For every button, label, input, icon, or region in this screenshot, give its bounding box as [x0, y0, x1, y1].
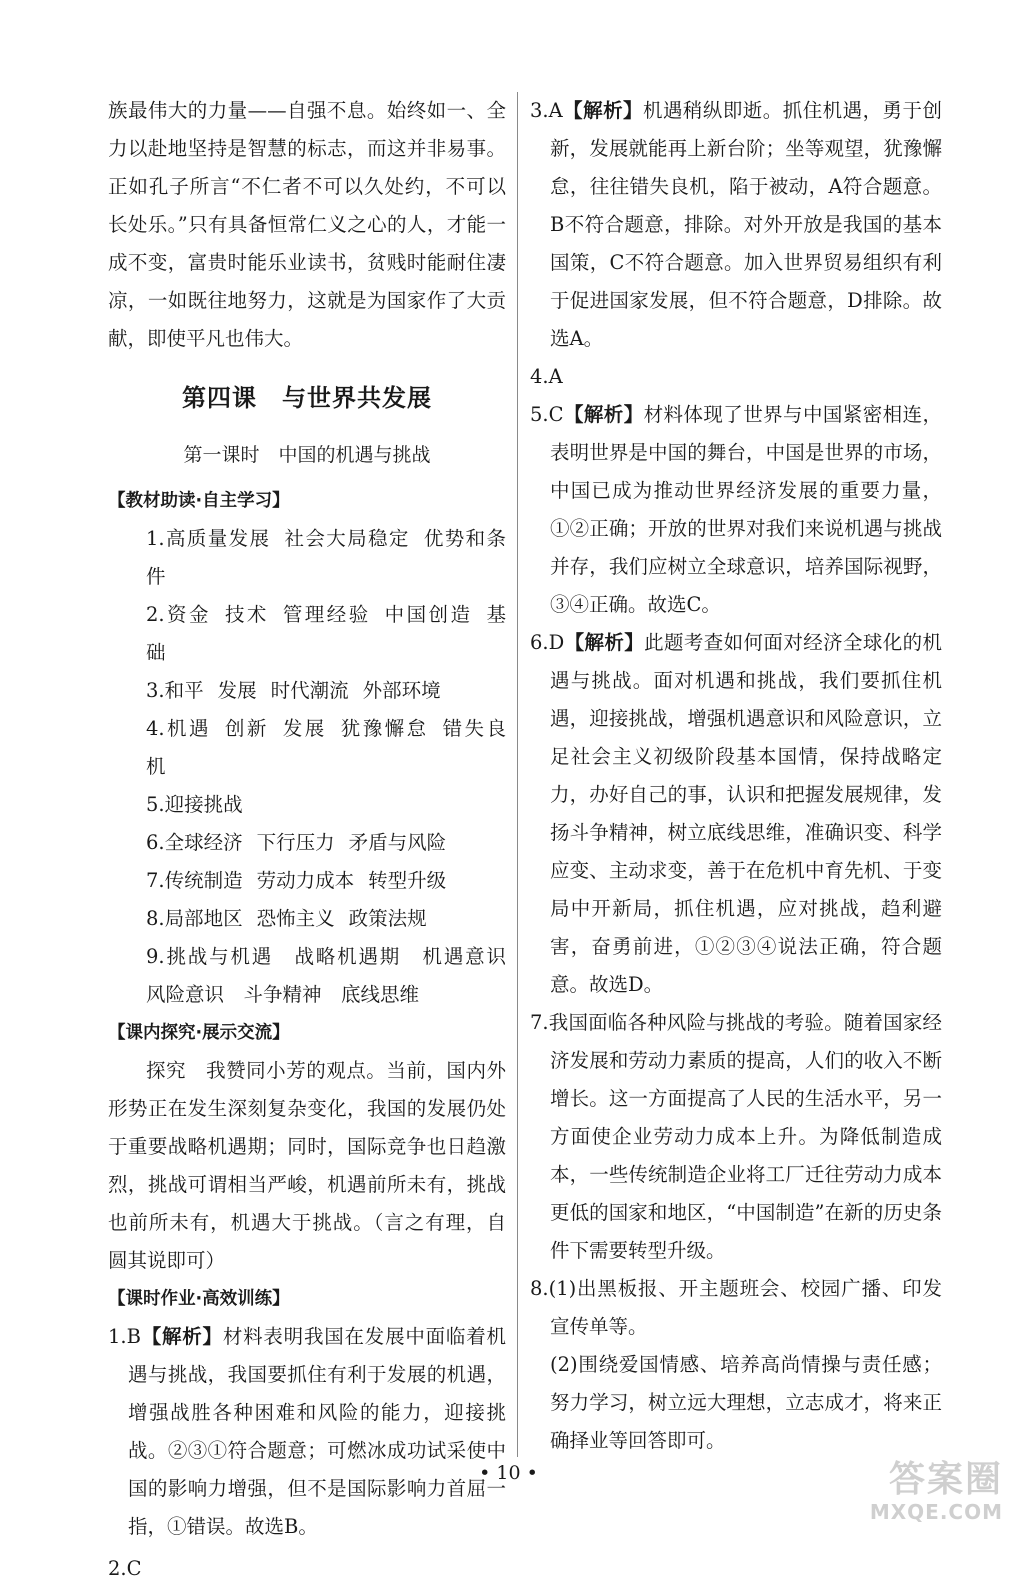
- answer-term: 错失良机: [146, 717, 506, 778]
- answer-term: 时代潮流: [270, 679, 349, 702]
- answer-item-4: [108, 710, 506, 786]
- answer-term: 政策法规: [348, 907, 427, 930]
- answer-term: 发展: [217, 679, 257, 702]
- answer-list: [108, 520, 506, 938]
- answer-term: 犹豫懈怠: [340, 717, 429, 740]
- question-7: 7.我国面临各种风险与挑战的考验。随着国家经济发展和劳动力素质的提高，人们的收入不断增长。这一方面提高了人民的生活水平，另一方面使企业劳动力成本上升。为降低制造成本，一些传统制造企业将工厂迁往劳动力成本更低的国家和地区，“中国制造”在新的历史条件下需要转型升级。: [530, 1011, 942, 1262]
- answer-item-5: [108, 786, 506, 824]
- q3-analysis-tag: 【解析】: [562, 99, 643, 122]
- answer-term: 社会大局稳定: [284, 527, 410, 550]
- question-3: [530, 92, 942, 358]
- answer-term: 中国创造: [384, 603, 473, 626]
- watermark-url: MXQE.COM: [869, 1500, 1003, 1524]
- q3-text: 机遇稍纵即逝。抓住机遇，勇于创新，发展就能再上新台阶；坐等观望，犹豫懈怠，往往错失良机，陷于被动，A符合题意。B不符合题意，排除。对外开放是我国的基本国策，C不符合题意。加入世界贸易组织有利于促进国家发展，但不符合题意，D排除。故选A。: [550, 99, 942, 350]
- answer-term: 矛盾与风险: [348, 831, 447, 854]
- section-heading-explore: 【课内探究·展示交流】: [108, 1023, 290, 1043]
- answer-term: 3.和平: [146, 679, 204, 702]
- answer-term: 6.全球经济: [146, 831, 243, 854]
- q6-prefix: 6.D: [530, 631, 565, 654]
- question-8-part-1: 8.(1)出黑板报、开主题班会、校园广播、印发宣传单等。: [530, 1277, 942, 1338]
- explore-label: 探究: [146, 1059, 187, 1082]
- question-5: [530, 396, 942, 624]
- answer-term: 4.机遇: [146, 717, 211, 740]
- watermark: [833, 1460, 1003, 1528]
- watermark-logo: 答案圈: [888, 1459, 1003, 1500]
- answer-term: 1.高质量发展: [146, 527, 271, 550]
- answer-term: 优势和条件: [146, 527, 506, 588]
- answer-term: 技术: [224, 603, 269, 626]
- section-heading-homework: 【课时作业·高效训练】: [108, 1289, 290, 1309]
- q6-analysis-tag: 【解析】: [564, 631, 645, 654]
- answer-term: 管理经验: [282, 603, 371, 626]
- answer-term: 7.传统制造: [146, 869, 243, 892]
- answer-term: 转型升级: [368, 869, 447, 892]
- lesson-subtitle: 第一课时 中国的机遇与挑战: [183, 444, 431, 466]
- intro-paragraph: 族最伟大的力量——自强不息。始终如一、全力以赴地坚持是智慧的标志，而这并非易事。正如孔子所言“不仁者不可以久处约，不可以长处乐。”只有具备恒常仁义之心的人，才能一成不变，富贵时能乐业读书，贫贱时能耐住凄凉，一如既往地努力，这就是为国家作了大贡献，即使平凡也伟大。: [108, 99, 506, 350]
- q1-analysis-tag: 【解析】: [140, 1325, 223, 1348]
- section-heading-study: 【教材助读·自主学习】: [108, 491, 290, 511]
- q1-text: 材料表明我国在发展中面临着机遇与挑战，我国要抓住有利于发展的机遇，增强战胜各种困难和风险的能力，迎接挑战。②③①符合题意；可燃冰成功试采使中国的影响力增强，但不是国际影响力首屈一指，①错误。故选B。: [128, 1325, 506, 1538]
- q5-text: 材料体现了世界与中国紧密相连，表明世界是中国的舞台，中国是世界的市场，中国已成为推动世界经济发展的重要力量，①②正确；开放的世界对我们来说机遇与挑战并存，我们应树立全球意识，培养国际视野，③④正确。故选C。: [550, 403, 942, 616]
- answer-term: 外部环境: [362, 679, 441, 702]
- answer-term: 基础: [146, 603, 506, 664]
- answer-9-text: 9.挑战与机遇 战略机遇期 机遇意识 风险意识 斗争精神 底线思维: [146, 945, 526, 1006]
- right-column: [530, 92, 942, 1460]
- answer-term: 创新: [224, 717, 269, 740]
- question-6: [530, 624, 942, 1004]
- q1-prefix: 1.B: [108, 1325, 141, 1348]
- answer-term: 下行压力: [256, 831, 335, 854]
- answer-item-9: [108, 938, 526, 1014]
- answer-item-1: [108, 520, 506, 596]
- explore-text: 我赞同小芳的观点。当前，国内外形势正在发生深刻复杂变化，我国的发展仍处于重要战略机遇期；同时，国际竞争也日趋激烈，挑战可谓相当严峻，机遇前所未有，挑战也前所未有，机遇大于挑战。（言之有理，自圆其说即可）: [108, 1059, 506, 1272]
- question-2: 2.C: [108, 1557, 142, 1580]
- q6-text: 此题考查如何面对经济全球化的机遇与挑战。面对机遇和挑战，我们要抓住机遇，迎接挑战，增强机遇意识和风险意识，立足社会主义初级阶段基本国情，保持战略定力，办好自己的事，认识和把握发展规律，发扬斗争精神，树立底线思维，准确识变、科学应变、主动求变，善于在危机中育先机、于变局中开新局，抓住机遇，应对挑战，趋利避害，奋勇前进，①②③④说法正确，符合题意。故选D。: [550, 631, 942, 996]
- lesson-title: 第四课 与世界共发展: [182, 384, 432, 412]
- answer-term: 2.资金: [146, 603, 211, 626]
- answer-term: 恐怖主义: [256, 907, 335, 930]
- q5-analysis-tag: 【解析】: [563, 403, 644, 426]
- question-4: 4.A: [530, 365, 563, 388]
- answer-term: 8.局部地区: [146, 907, 243, 930]
- question-8-part-2: (2)围绕爱国情感、培养高尚情操与责任感；努力学习，树立远大理想，立志成才，将来正确择业等回答即可。: [550, 1353, 942, 1452]
- answer-item-2: [108, 596, 506, 672]
- answer-item-3: [108, 672, 506, 710]
- q5-prefix: 5.C: [530, 403, 564, 426]
- answer-term: 劳动力成本: [256, 869, 355, 892]
- q3-prefix: 3.A: [530, 99, 563, 122]
- page-number: • 10 •: [479, 1462, 538, 1484]
- answer-item-7: [108, 862, 506, 900]
- answer-item-8: [108, 900, 506, 938]
- column-divider: [517, 92, 518, 1457]
- answer-term: 发展: [282, 717, 327, 740]
- explore-paragraph: [108, 1052, 506, 1280]
- answer-term: 5.迎接挑战: [146, 793, 243, 816]
- answer-item-6: [108, 824, 506, 862]
- question-1: [108, 1318, 506, 1546]
